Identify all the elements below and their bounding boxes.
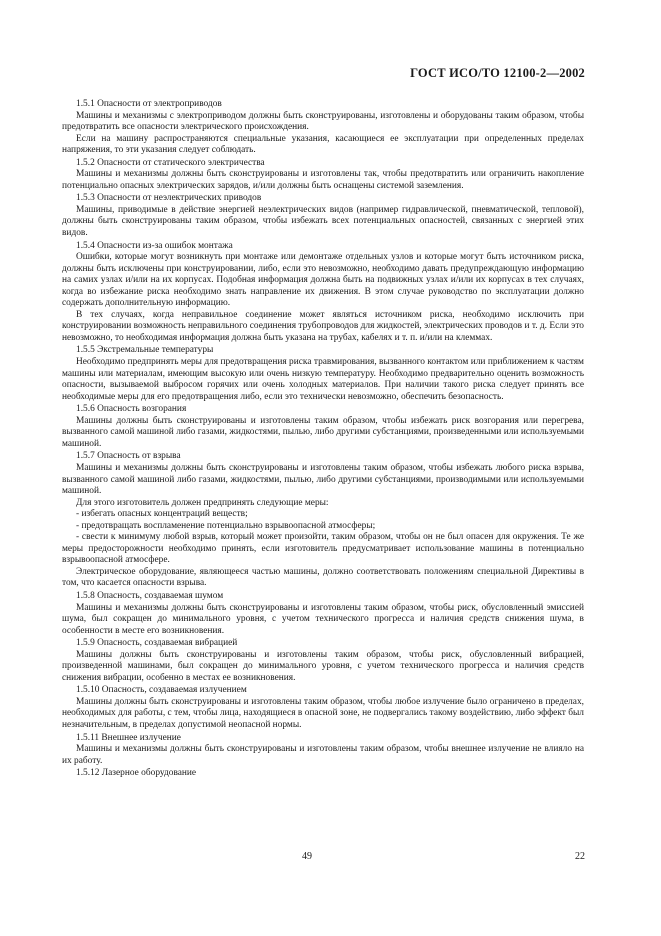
body-paragraph: Машины и механизмы должны быть сконструированы и изготовлены таким образом, чтобы риск, обусловленный эмиссией шума, был сокращен до минимального уровня, с учетом технического прогресса и наличия средств снижения шума, в особенности в месте его возникновения. (62, 602, 584, 636)
section-heading: 1.5.4 Опасности из-за ошибок монтажа (76, 240, 233, 251)
section-heading: 1.5.9 Опасность, создаваемая вибрацией (76, 638, 238, 649)
body-paragraph: Электрическое оборудование, являющееся частью машины, должно соответствовать положениям специальной Директивы в том, что касается опасности взрыва. (62, 566, 584, 589)
body-paragraph: Машины и механизмы с электроприводом должны быть сконструированы, изготовлены и оборудованы таким образом, чтобы предотвратить все опасности электрического происхождения. (62, 110, 584, 133)
section-heading: 1.5.1 Опасности от электроприводов (76, 99, 222, 109)
body-paragraph: Машины должны быть сконструированы и изготовлены таким образом, чтобы риск, обусловленный вибрацией, произведенной машинами, был сокращен до минимального уровня, с учетом технического прогресса и наличия средств снижения вибрации, особенно в местах ее возникновения. (62, 649, 584, 683)
section-heading: 1.5.7 Опасность от взрыва (76, 451, 181, 462)
section-heading: 1.5.12 Лазерное оборудование (76, 768, 197, 779)
body-paragraph: Машины должны быть сконструированы и изготовлены таким образом, чтобы избежать риск возгорания или перегрева, вызванного самой машиной либо газами, жидкостями, пылью, либо другими субстанциями, произведенными или используемыми машиной. (62, 415, 584, 449)
body-paragraph: Необходимо предпринять меры для предотвращения риска травмирования, вызванного контактом или приближением к частям машины или материалам, имеющим высокую или очень низкую температуру. Необходимо предварительно оценить возможность опасности, вызываемой выбросом горячих или очень холодных материалов. При наличии такого риска следует принять все необходимые меры для его предотвращения либо, если это технически невозможно, обеспечить безопасность. (62, 357, 584, 402)
section-heading: 1.5.8 Опасность, создаваемая шумом (76, 590, 224, 601)
section-heading: 1.5.11 Внешнее излучение (76, 732, 181, 743)
section-heading: 1.5.2 Опасности от статического электричества (76, 157, 265, 168)
body-paragraph: Машины и механизмы должны быть сконструированы и изготовлены так, чтобы предотвратить или ограничить накопление потенциально опасных электрических зарядов, и/или должны быть оснащены системой заземления. (62, 169, 584, 191)
body-paragraph: Если на машину распространяются специальные указания, касающиеся ее эксплуатации при определенных пределах напряжения, то эти указания следует соблюдать. (62, 133, 584, 156)
body-paragraph: Машины, приводимые в действие энергией неэлектрических видов (например гидравлической, пневматической, тепловой), должны быть сконструированы таким образом, чтобы избежать всех потенциальных опасностей, связанных с энергией этих видов. (62, 204, 584, 239)
body-paragraph: Машины должны быть сконструированы и изготовлены таким образом, чтобы любое излучение было ограничено в пределах, необходимых для работы, с тем, чтобы лица, находящиеся в опасной зоне, не подвергались такому воздействию, либо эффект был незначительным, в пределах допустимой неопасной нормы. (62, 696, 584, 730)
section-heading: 1.5.5 Экстремальные температуры (76, 345, 214, 356)
body-paragraph: Для этого изготовитель должен предпринять следующие меры: (76, 497, 329, 508)
document-body (62, 98, 584, 780)
body-paragraph: - свести к минимуму любой взрыв, который может произойти, таким образом, чтобы он не был опасен для окружения. Те же меры предосторожности необходимо принять, если изготовитель предусматривает использование машины в потенциально взрывоопасной атмосфере. (62, 532, 584, 566)
section-heading: 1.5.3 Опасности от неэлектрических приводов (76, 193, 262, 204)
body-paragraph: В тех случаях, когда неправильное соединение может являться источником риска, необходимо исключить при конструировании возможность неправильного соединения трубопроводов для жидкостей, электрических проводов и т. д. Если это невозможно, то необходимая информация должна быть указана на трубах, кабелях и т. п. и/или на клеммах. (62, 309, 584, 343)
document-header: ГОСТ ИСО/ТО 12100-2—2002 (410, 66, 585, 80)
body-paragraph: Ошибки, которые могут возникнуть при монтаже или демонтаже отдельных узлов и которые могут быть источником риска, должны быть исключены при конструировании, либо, если это невозможно, необходимо давать предупреждающую информацию на самих узлах и/или на их корпусах. Подобная информация должна быть на подвижных узлах и/или их корпусах в тех случаях, когда во избежание риска необходимо знать направление их движения. В этом случае руководство по эксплуатации должно содержать дополнительную информацию. (62, 252, 584, 309)
body-paragraph: - избегать опасных концентраций веществ; (76, 509, 248, 520)
footer-center-number: 49 (302, 851, 312, 862)
footer-page-number: 22 (575, 851, 585, 862)
body-paragraph: Машины и механизмы должны быть сконструированы и изготовлены таким образом, чтобы избежать любого риска взрыва, вызванного самой машиной либо газами, жидкостями, пылью, либо другими субстанциями, производимыми или используемыми машиной. (62, 462, 584, 497)
body-paragraph: Машины и механизмы должны быть сконструированы и изготовлены таким образом, чтобы внешнее излучение не влияло на их работу. (62, 744, 584, 766)
section-heading: 1.5.6 Опасность возгорания (76, 404, 187, 415)
section-heading: 1.5.10 Опасность, создаваемая излучением (76, 685, 247, 696)
body-paragraph: - предотвращать воспламенение потенциально взрывоопасной атмосферы; (76, 520, 376, 531)
